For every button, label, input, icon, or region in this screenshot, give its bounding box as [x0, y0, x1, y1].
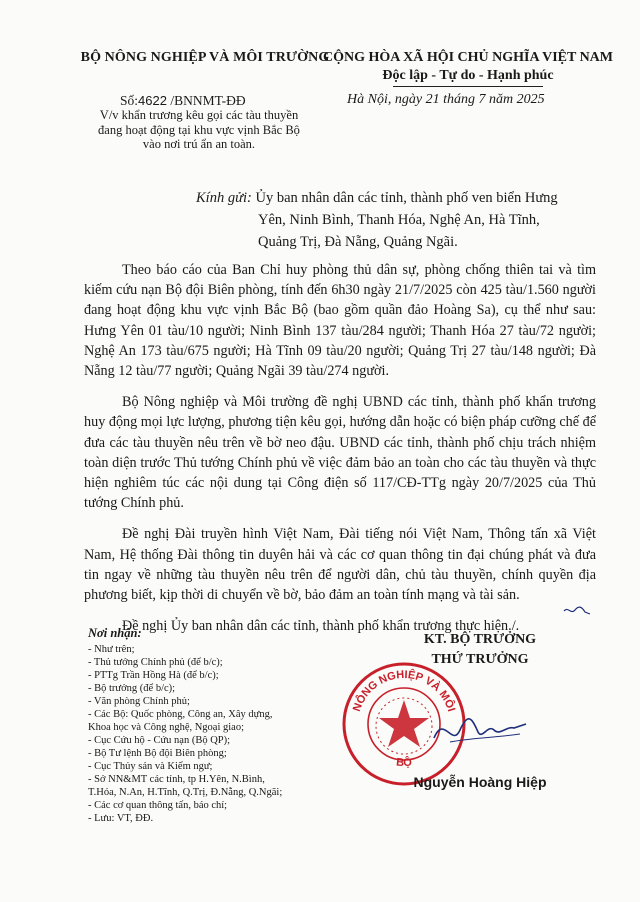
distribution-item: - PTTg Trần Hồng Hà (để b/c); [88, 670, 219, 681]
document-number-value: 4622 [138, 93, 167, 108]
motto-underline [393, 86, 543, 87]
distribution-item: - Văn phòng Chính phủ; [88, 696, 190, 707]
svg-text:BỘ: BỘ [395, 756, 413, 770]
date-year: năm 2025 [488, 92, 545, 107]
subject-line: vào nơi trú ẩn an toàn. [142, 137, 256, 151]
recipient-line: Yên, Ninh Bình, Thanh Hóa, Nghệ An, Hà Tĩnh, [258, 212, 540, 228]
distribution-item: - Các Bộ: Quốc phòng, Công an, Xây dựng, [88, 709, 273, 720]
date-month: 7 [478, 92, 486, 107]
subject-line: đang hoạt động tại khu vực vịnh Bắc Bộ [98, 122, 300, 137]
distribution-item: - Bộ trưởng (để b/c); [88, 683, 176, 694]
distribution-item: - Cục Thủy sản và Kiểm ngư; [88, 761, 213, 772]
document-number-suffix: /BNNMT-ĐĐ [170, 93, 246, 108]
distribution-item: - Lưu: VT, ĐĐ. [88, 813, 154, 824]
document-number-prefix: Số: [120, 93, 139, 108]
recipient-line: Ủy ban nhân dân các tỉnh, thành phố ven biển Hưng [255, 190, 558, 206]
document-number [120, 93, 246, 109]
body-paragraph: Theo báo cáo của Ban Chỉ huy phòng thủ dân sự, phòng chống thiên tai và tìm kiếm cứu nạn Bộ đội Biên phòng, tính đến 6h30 ngày 21/7/2025 còn 425 tàu/1.560 người đang hoạt động khu vực vịnh Bắc Bộ (bao gồm quần đảo Hoàng Sa), cụ thể như sau: Hưng Yên 01 tàu/10 người; Ninh Bình 137 tàu/284 người; Thanh Hóa 27 tàu/72 người; Nghệ An 173 tàu/675 người; Hà Tĩnh 09 tàu/20 người; Quảng Trị 27 tàu/148 người; Đà Nẵng 12 tàu/77 người; Quảng Ngãi 39 tàu/274 người. [84, 262, 596, 380]
place-date-prefix: Hà Nội, ngày [347, 92, 423, 107]
national-header [318, 50, 618, 87]
document-subject [74, 108, 324, 152]
issuing-agency-header [60, 50, 350, 66]
recipient-label: Kính gửi: [196, 190, 252, 206]
distribution-list [88, 626, 328, 825]
distribution-item: - Sở NN&MT các tỉnh, tp H.Yên, N.Bình, [88, 774, 265, 785]
distribution-item: - Bộ Tư lệnh Bộ đội Biên phòng; [88, 748, 227, 759]
recipient-block [196, 187, 596, 253]
issuing-agency-name: BỘ NÔNG NGHIỆP VÀ MÔI TRƯỜNG [80, 50, 330, 65]
distribution-item: - Cục Cứu hộ - Cứu nạn (Bộ QP); [88, 735, 231, 746]
body-paragraph: Đề nghị Ủy ban nhân dân các tỉnh, thành phố khẩn trương thực hiện./. [122, 618, 520, 635]
date-day: 21 [425, 92, 440, 107]
distribution-item: - Các cơ quan thông tấn, báo chí; [88, 800, 228, 811]
signer-authority: KT. BỘ TRƯỞNG [423, 632, 537, 647]
place-and-date [347, 92, 545, 108]
distribution-item: Khoa học và Công nghệ, Ngoại giao; [88, 722, 245, 733]
handwritten-initial-mark [562, 604, 592, 618]
recipient-line: Quảng Trị, Đà Nẵng, Quảng Ngãi. [258, 234, 458, 250]
distribution-item: - Thủ tướng Chính phủ (để b/c); [88, 657, 223, 668]
signer-title: THỨ TRƯỞNG [431, 652, 529, 667]
signer-name: Nguyễn Hoàng Hiệp [413, 774, 547, 790]
body-paragraph: Bộ Nông nghiệp và Môi trường đề nghị UBND các tỉnh, thành phố khẩn trương huy động mọi lực lượng, phương tiện kêu gọi, hướng dẫn hoặc có biện pháp cưỡng chế để đưa các tàu thuyền nêu trên về bờ neo đậu. UBND các tỉnh, thành phố chịu trách nhiệm toàn diện trước Thủ tướng Chính phủ về việc đảm bảo an toàn cho các tàu thuyền và thực hiện nghiêm túc các nội dung tại Công điện số 117/CĐ-TTg ngày 20/7/2025 của Thủ tướng Chính phủ. [84, 394, 596, 512]
svg-text:NÔNG NGHIỆP VÀ MÔI: NÔNG NGHIỆP VÀ MÔI [350, 668, 458, 714]
handwritten-signature [430, 708, 530, 752]
document-body [84, 260, 596, 647]
distribution-item: T.Hóa, N.An, H.Tĩnh, Q.Trị, Đ.Nẵng, Q.Ngãi; [88, 787, 283, 798]
national-motto: Độc lập - Tự do - Hạnh phúc [382, 68, 554, 83]
subject-line: V/v khẩn trương kêu gọi các tàu thuyền [99, 108, 299, 122]
distribution-title: Nơi nhận: [88, 626, 142, 640]
date-month-label: tháng [443, 92, 475, 107]
republic-title: CỘNG HÒA XÃ HỘI CHỦ NGHĨA VIỆT NAM [322, 50, 613, 65]
body-paragraph: Đề nghị Đài truyền hình Việt Nam, Đài tiếng nói Việt Nam, Thông tấn xã Việt Nam, Hệ thống Đài thông tin duyên hải và các cơ quan thông tin đại chúng phát và đưa tin ngay về những tàu thuyền nêu trên để người dân, chủ tàu thuyền, chính quyền địa phương biết, kịp thời di chuyển về bờ, bảo đảm an toàn tính mạng và tài sản. [84, 526, 596, 604]
distribution-item: - Như trên; [88, 644, 135, 655]
